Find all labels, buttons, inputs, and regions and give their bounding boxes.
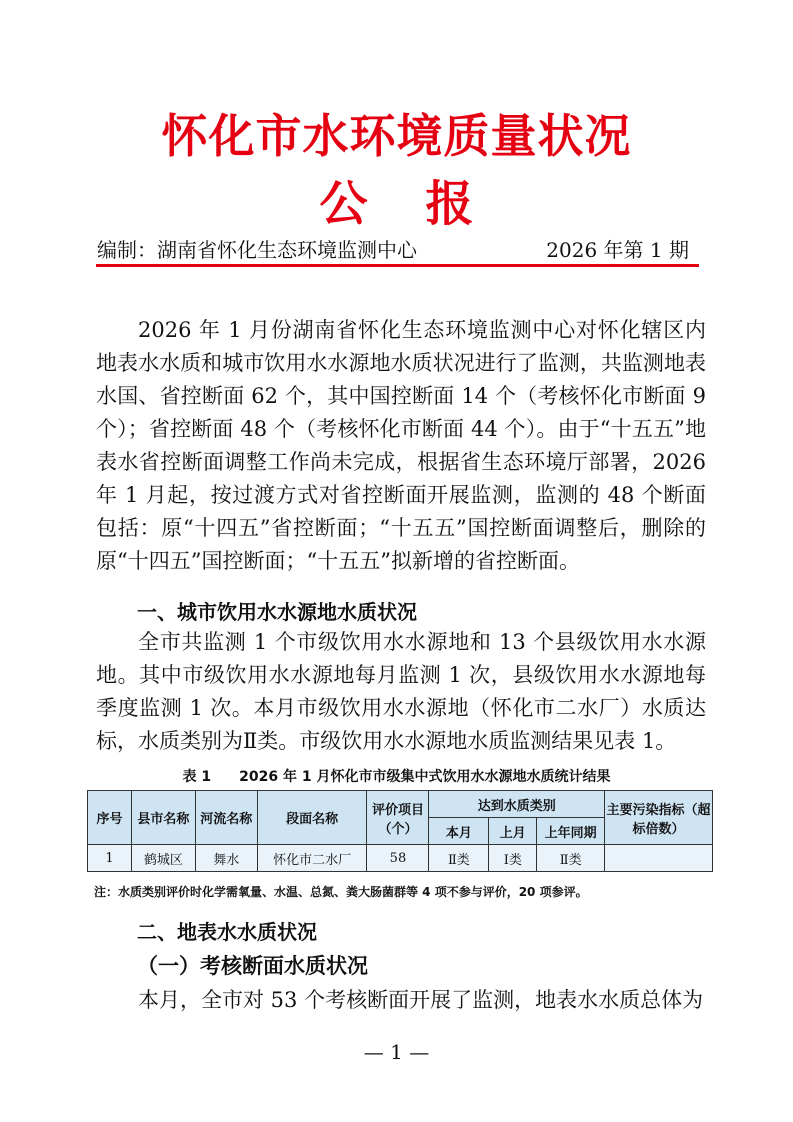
cell-pollutant: [605, 845, 713, 872]
table-row: [88, 845, 713, 872]
header-items: 评价项目（个）: [367, 791, 429, 845]
header-last-year: 上年同期: [537, 818, 605, 845]
intro-paragraph: 2026 年 1 月份湖南省怀化生态环境监测中心对怀化辖区内地表水水质和城市饮用水水源地水质状况进行了监测，共监测地表水国、省控断面 62 个，其中国控断面 14 个（考核怀化市断面 9 个）；省控断面 48 个（考核怀化市断面 44 个）。由于“十五五”地表水省控断面调整工作尚未完成，根据省生态环境厅部署，2026 年 1 月起，按过渡方式对省控断面开展监测，监测的 48 个断面包括：原“十四五”省控断面；“十五五”国控断面调整后，删除的原“十四五”国控断面；“十五五”拟新增的省控断面。: [96, 318, 706, 573]
header-last-month: 上月: [489, 818, 537, 845]
section1-paragraph: 全市共监测 1 个市级饮用水水源地和 13 个县级饮用水水源地。其中市级饮用水水源地每月监测 1 次，县级饮用水水源地每季度监测 1 次。本月市级饮用水水源地（怀化市二水厂）水质达标，水质类别为Ⅱ类。市级饮用水水源地水质监测结果见表 1。: [96, 630, 706, 753]
header-no: 序号: [88, 791, 132, 845]
issue-number: 2026 年第 1 期: [546, 238, 689, 262]
section2-block: [96, 984, 706, 1017]
section2-heading: 二、地表水水质状况: [137, 920, 317, 944]
header-river: 河流名称: [195, 791, 257, 845]
cell-items: 58: [367, 845, 429, 872]
page-number: — 1 —: [363, 1040, 430, 1064]
report-subtitle: 公报: [319, 176, 532, 232]
intro-block: [96, 314, 706, 578]
cell-river: 舞水: [195, 845, 257, 872]
cell-no: 1: [88, 845, 132, 872]
table-note: 注：水质类别评价时化学需氧量、水温、总氮、粪大肠菌群等 4 项不参与评价，20 项参评。: [94, 885, 588, 899]
header-category: 达到水质类别: [429, 791, 605, 818]
header-section: 段面名称: [257, 791, 367, 845]
section1-heading: 一、城市饮用水水源地水质状况: [137, 600, 417, 624]
water-quality-table: [87, 790, 713, 872]
cell-section: 怀化市二水厂: [257, 845, 367, 872]
header-county: 县市名称: [131, 791, 195, 845]
header-divider: [96, 264, 699, 267]
cell-this-month: Ⅱ类: [429, 845, 489, 872]
cell-county: 鹤城区: [131, 845, 195, 872]
cell-last-year: Ⅱ类: [537, 845, 605, 872]
editor-line: 编制：湖南省怀化生态环境监测中心: [97, 238, 417, 262]
cell-last-month: Ⅰ类: [489, 845, 537, 872]
report-title: 怀化市水环境质量状况: [161, 109, 632, 163]
section2-subheading: （一）考核断面水质状况: [137, 954, 368, 978]
section2-paragraph: 本月，全市对 53 个考核断面开展了监测，地表水水质总体为: [138, 988, 704, 1012]
header-pollutant: 主要污染指标（超标倍数）: [605, 791, 713, 845]
section1-block: [96, 626, 706, 758]
header-this-month: 本月: [429, 818, 489, 845]
table-caption: 表 1 2026 年 1 月怀化市市级集中式饮用水水源地水质统计结果: [182, 769, 611, 785]
